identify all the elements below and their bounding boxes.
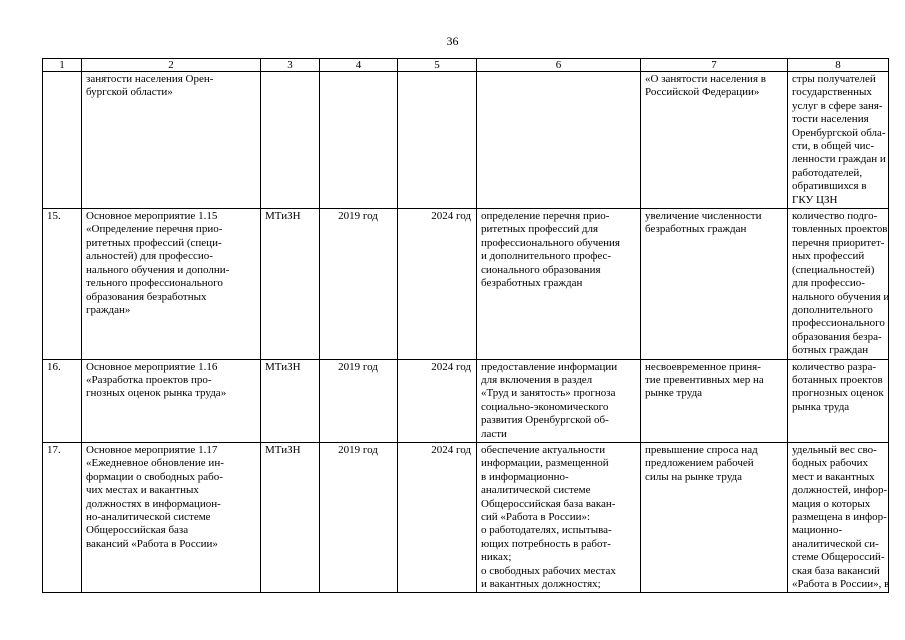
expected-result-line: в информационно- <box>481 470 569 483</box>
row-number-cell <box>43 72 82 209</box>
expected-result-line: сий «Работа в России»: <box>481 511 591 523</box>
non-implementation-consequence-cell <box>641 209 788 359</box>
table-row <box>43 359 889 442</box>
expected-result-line: социально-экономического <box>481 400 609 413</box>
measure-name-line: нального обучения и дополни- <box>86 263 230 276</box>
expected-result-line: аналитической системе <box>481 484 591 497</box>
non-implementation-consequence-line: «О занятости населения в <box>645 73 766 85</box>
linked-indicator-line: должностей, инфор- <box>792 484 888 497</box>
measure-name-cell <box>82 209 261 359</box>
measure-name-line: Основное мероприятие 1.16 <box>86 360 218 373</box>
row-number: 15. <box>47 210 61 223</box>
linked-indicator-line: мационно- <box>792 524 842 537</box>
linked-indicator-line: «Работа в России», в <box>792 578 890 591</box>
measure-name-line: Общероссийская база <box>86 524 189 537</box>
column-number-6: 6 <box>477 59 641 72</box>
measure-name-line: формации о свободных рабо- <box>86 470 223 483</box>
start-year: 2019 год <box>338 210 378 223</box>
measure-name-line: чих местах и вакантных <box>86 484 199 497</box>
end-year-cell <box>398 72 477 209</box>
non-implementation-consequence-line: увеличение численности <box>645 210 762 223</box>
executor-cell <box>261 72 320 209</box>
expected-result-cell <box>477 72 641 209</box>
row-number-cell <box>43 209 82 359</box>
start-year-cell <box>320 359 398 442</box>
linked-indicator-line: ская база вакансий <box>792 564 880 577</box>
measure-name-line: образования безработных <box>86 290 207 303</box>
linked-indicator-line: тости населения <box>792 113 869 126</box>
linked-indicator-line: ГКУ ЦЗН <box>792 193 838 206</box>
measure-name-line: граждан» <box>86 303 131 316</box>
linked-indicator-line: нального обучения и <box>792 290 890 303</box>
measure-name-line: но-аналитической системе <box>86 511 211 523</box>
expected-result-line: ющих потребность в работ- <box>481 537 611 550</box>
start-year-cell <box>320 72 398 209</box>
expected-result-line: развития Оренбургской об- <box>481 414 609 427</box>
column-number-row <box>43 59 889 72</box>
executor-cell <box>261 359 320 442</box>
expected-result-line: определение перечня прио- <box>481 210 610 223</box>
linked-indicator-line: мест и вакантных <box>792 470 875 483</box>
executor: МТиЗН <box>265 443 301 456</box>
column-number-3: 3 <box>261 59 320 72</box>
expected-result-cell <box>477 359 641 442</box>
linked-indicator-cell <box>788 72 889 209</box>
measure-name-cell <box>82 72 261 209</box>
expected-result-line: и вакантных должностях; <box>481 578 601 591</box>
expected-result-line: предоставление информации <box>481 360 618 373</box>
linked-indicator-line: дополнительного <box>792 303 873 316</box>
row-number: 16. <box>47 360 61 373</box>
row-number-cell <box>43 442 82 592</box>
column-number-1: 1 <box>43 59 82 72</box>
end-year: 2024 год <box>431 443 471 456</box>
expected-result-cell <box>477 442 641 592</box>
expected-result-line: ритетных профессий для <box>481 223 599 236</box>
linked-indicator-line: ботанных проектов <box>792 373 883 386</box>
start-year: 2019 год <box>338 360 378 373</box>
measure-name-cell <box>82 359 261 442</box>
measure-name-line: занятости населения Орен- <box>86 73 214 85</box>
end-year: 2024 год <box>431 210 471 223</box>
linked-indicator-line: перечня приоритет- <box>792 236 885 249</box>
linked-indicator-line: удельный вес сво- <box>792 443 877 456</box>
expected-result-line: информации, размещенной <box>481 457 609 470</box>
linked-indicator-line: стры получателей <box>792 73 876 85</box>
row-number-cell <box>43 359 82 442</box>
measure-name-line: «Разработка проектов про- <box>86 373 212 386</box>
linked-indicator-line: ных профессий <box>792 250 865 263</box>
linked-indicator-line: работодателей, <box>792 166 863 179</box>
measure-name-line: должностях в информацион- <box>86 497 221 510</box>
measure-name-line: альностей) для профессио- <box>86 250 213 263</box>
measure-name-line: вакансий «Работа в России» <box>86 537 218 550</box>
linked-indicator-line: образования безра- <box>792 330 882 343</box>
non-implementation-consequence-cell <box>641 359 788 442</box>
column-number-8: 8 <box>788 59 889 72</box>
expected-result-line: Общероссийская база вакан- <box>481 497 616 510</box>
linked-indicator-line: количество подго- <box>792 210 878 223</box>
linked-indicator-line: услуг в сфере заня- <box>792 99 883 112</box>
start-year-cell <box>320 442 398 592</box>
measure-name-line: тельного профессионального <box>86 277 223 290</box>
expected-result-line: о работодателях, испытыва- <box>481 524 612 537</box>
end-year-cell <box>398 359 477 442</box>
linked-indicator-line: ботных граждан <box>792 344 869 357</box>
expected-result-line: и дополнительного профес- <box>481 250 612 263</box>
linked-indicator-cell <box>788 359 889 442</box>
non-implementation-consequence-line: предложением рабочей <box>645 457 754 470</box>
linked-indicator-line: рынка труда <box>792 400 850 413</box>
measure-name-line: бургской области» <box>86 86 173 99</box>
linked-indicator-line: государственных <box>792 86 872 99</box>
non-implementation-consequence-line: Российской Федерации» <box>645 86 760 99</box>
measure-name-line: Основное мероприятие 1.15 <box>86 210 218 223</box>
measure-name-line: «Определение перечня прио- <box>86 223 223 236</box>
non-implementation-consequence-line: несвоевременное приня- <box>645 360 761 373</box>
non-implementation-consequence-cell <box>641 442 788 592</box>
expected-result-line: о свободных рабочих местах <box>481 564 616 577</box>
expected-result-line: безработных граждан <box>481 277 583 290</box>
linked-indicator-line: ленности граждан и <box>792 153 886 166</box>
executor-cell <box>261 442 320 592</box>
expected-result-line: сионального образования <box>481 263 601 276</box>
expected-result-line: профессионального обучения <box>481 236 620 249</box>
non-implementation-consequence-line: безработных граждан <box>645 223 747 236</box>
linked-indicator-line: Оренбургской обла- <box>792 126 886 139</box>
measure-name-line: «Ежедневное обновление ин- <box>86 457 224 470</box>
linked-indicator-line: мация о которых <box>792 497 871 510</box>
column-number-4: 4 <box>320 59 398 72</box>
table-row <box>43 209 889 359</box>
non-implementation-consequence-line: силы на рынке труда <box>645 470 742 483</box>
non-implementation-consequence-line: тие превентивных мер на <box>645 373 764 386</box>
linked-indicator-line: обратившихся в <box>792 180 867 193</box>
linked-indicator-line: размещена в инфор- <box>792 511 887 523</box>
non-implementation-consequence-line: превышение спроса над <box>645 443 758 456</box>
executor: МТиЗН <box>265 360 301 373</box>
measure-name-line: гнозных оценок рынка труда» <box>86 387 227 400</box>
program-measures-table <box>42 58 889 593</box>
non-implementation-consequence-cell <box>641 72 788 209</box>
expected-result-line: ласти <box>481 427 507 440</box>
linked-indicator-line: для профессио- <box>792 277 865 290</box>
table-row <box>43 442 889 592</box>
linked-indicator-line: аналитической си- <box>792 537 879 550</box>
linked-indicator-line: прогнозных оценок <box>792 387 884 400</box>
end-year-cell <box>398 209 477 359</box>
linked-indicator-line: стеме Общероссий- <box>792 551 885 564</box>
page-number: 36 <box>446 34 459 48</box>
linked-indicator-line: профессионального <box>792 317 885 330</box>
expected-result-cell <box>477 209 641 359</box>
expected-result-line: для включения в раздел <box>481 373 593 386</box>
non-implementation-consequence-line: рынке труда <box>645 387 703 400</box>
measure-name-cell <box>82 442 261 592</box>
linked-indicator-line: (специальностей) <box>792 263 875 276</box>
linked-indicator-cell <box>788 209 889 359</box>
table-body <box>43 72 889 593</box>
linked-indicator-line: бодных рабочих <box>792 457 869 470</box>
table-row <box>43 72 889 209</box>
linked-indicator-line: товленных проектов <box>792 223 888 236</box>
measure-name-line: Основное мероприятие 1.17 <box>86 443 218 456</box>
row-number: 17. <box>47 443 61 456</box>
column-number-5: 5 <box>398 59 477 72</box>
executor: МТиЗН <box>265 210 301 223</box>
expected-result-line: «Труд и занятость» прогноза <box>481 387 616 400</box>
column-number-7: 7 <box>641 59 788 72</box>
expected-result-line: обеспечение актуальности <box>481 443 606 456</box>
measure-name-line: ритетных профессий (специ- <box>86 236 222 249</box>
column-number-2: 2 <box>82 59 261 72</box>
start-year-cell <box>320 209 398 359</box>
linked-indicator-cell <box>788 442 889 592</box>
end-year: 2024 год <box>431 360 471 373</box>
end-year-cell <box>398 442 477 592</box>
linked-indicator-line: сти, в общей чис- <box>792 140 875 153</box>
executor-cell <box>261 209 320 359</box>
expected-result-line: никах; <box>481 551 512 564</box>
linked-indicator-line: количество разра- <box>792 360 877 373</box>
start-year: 2019 год <box>338 443 378 456</box>
